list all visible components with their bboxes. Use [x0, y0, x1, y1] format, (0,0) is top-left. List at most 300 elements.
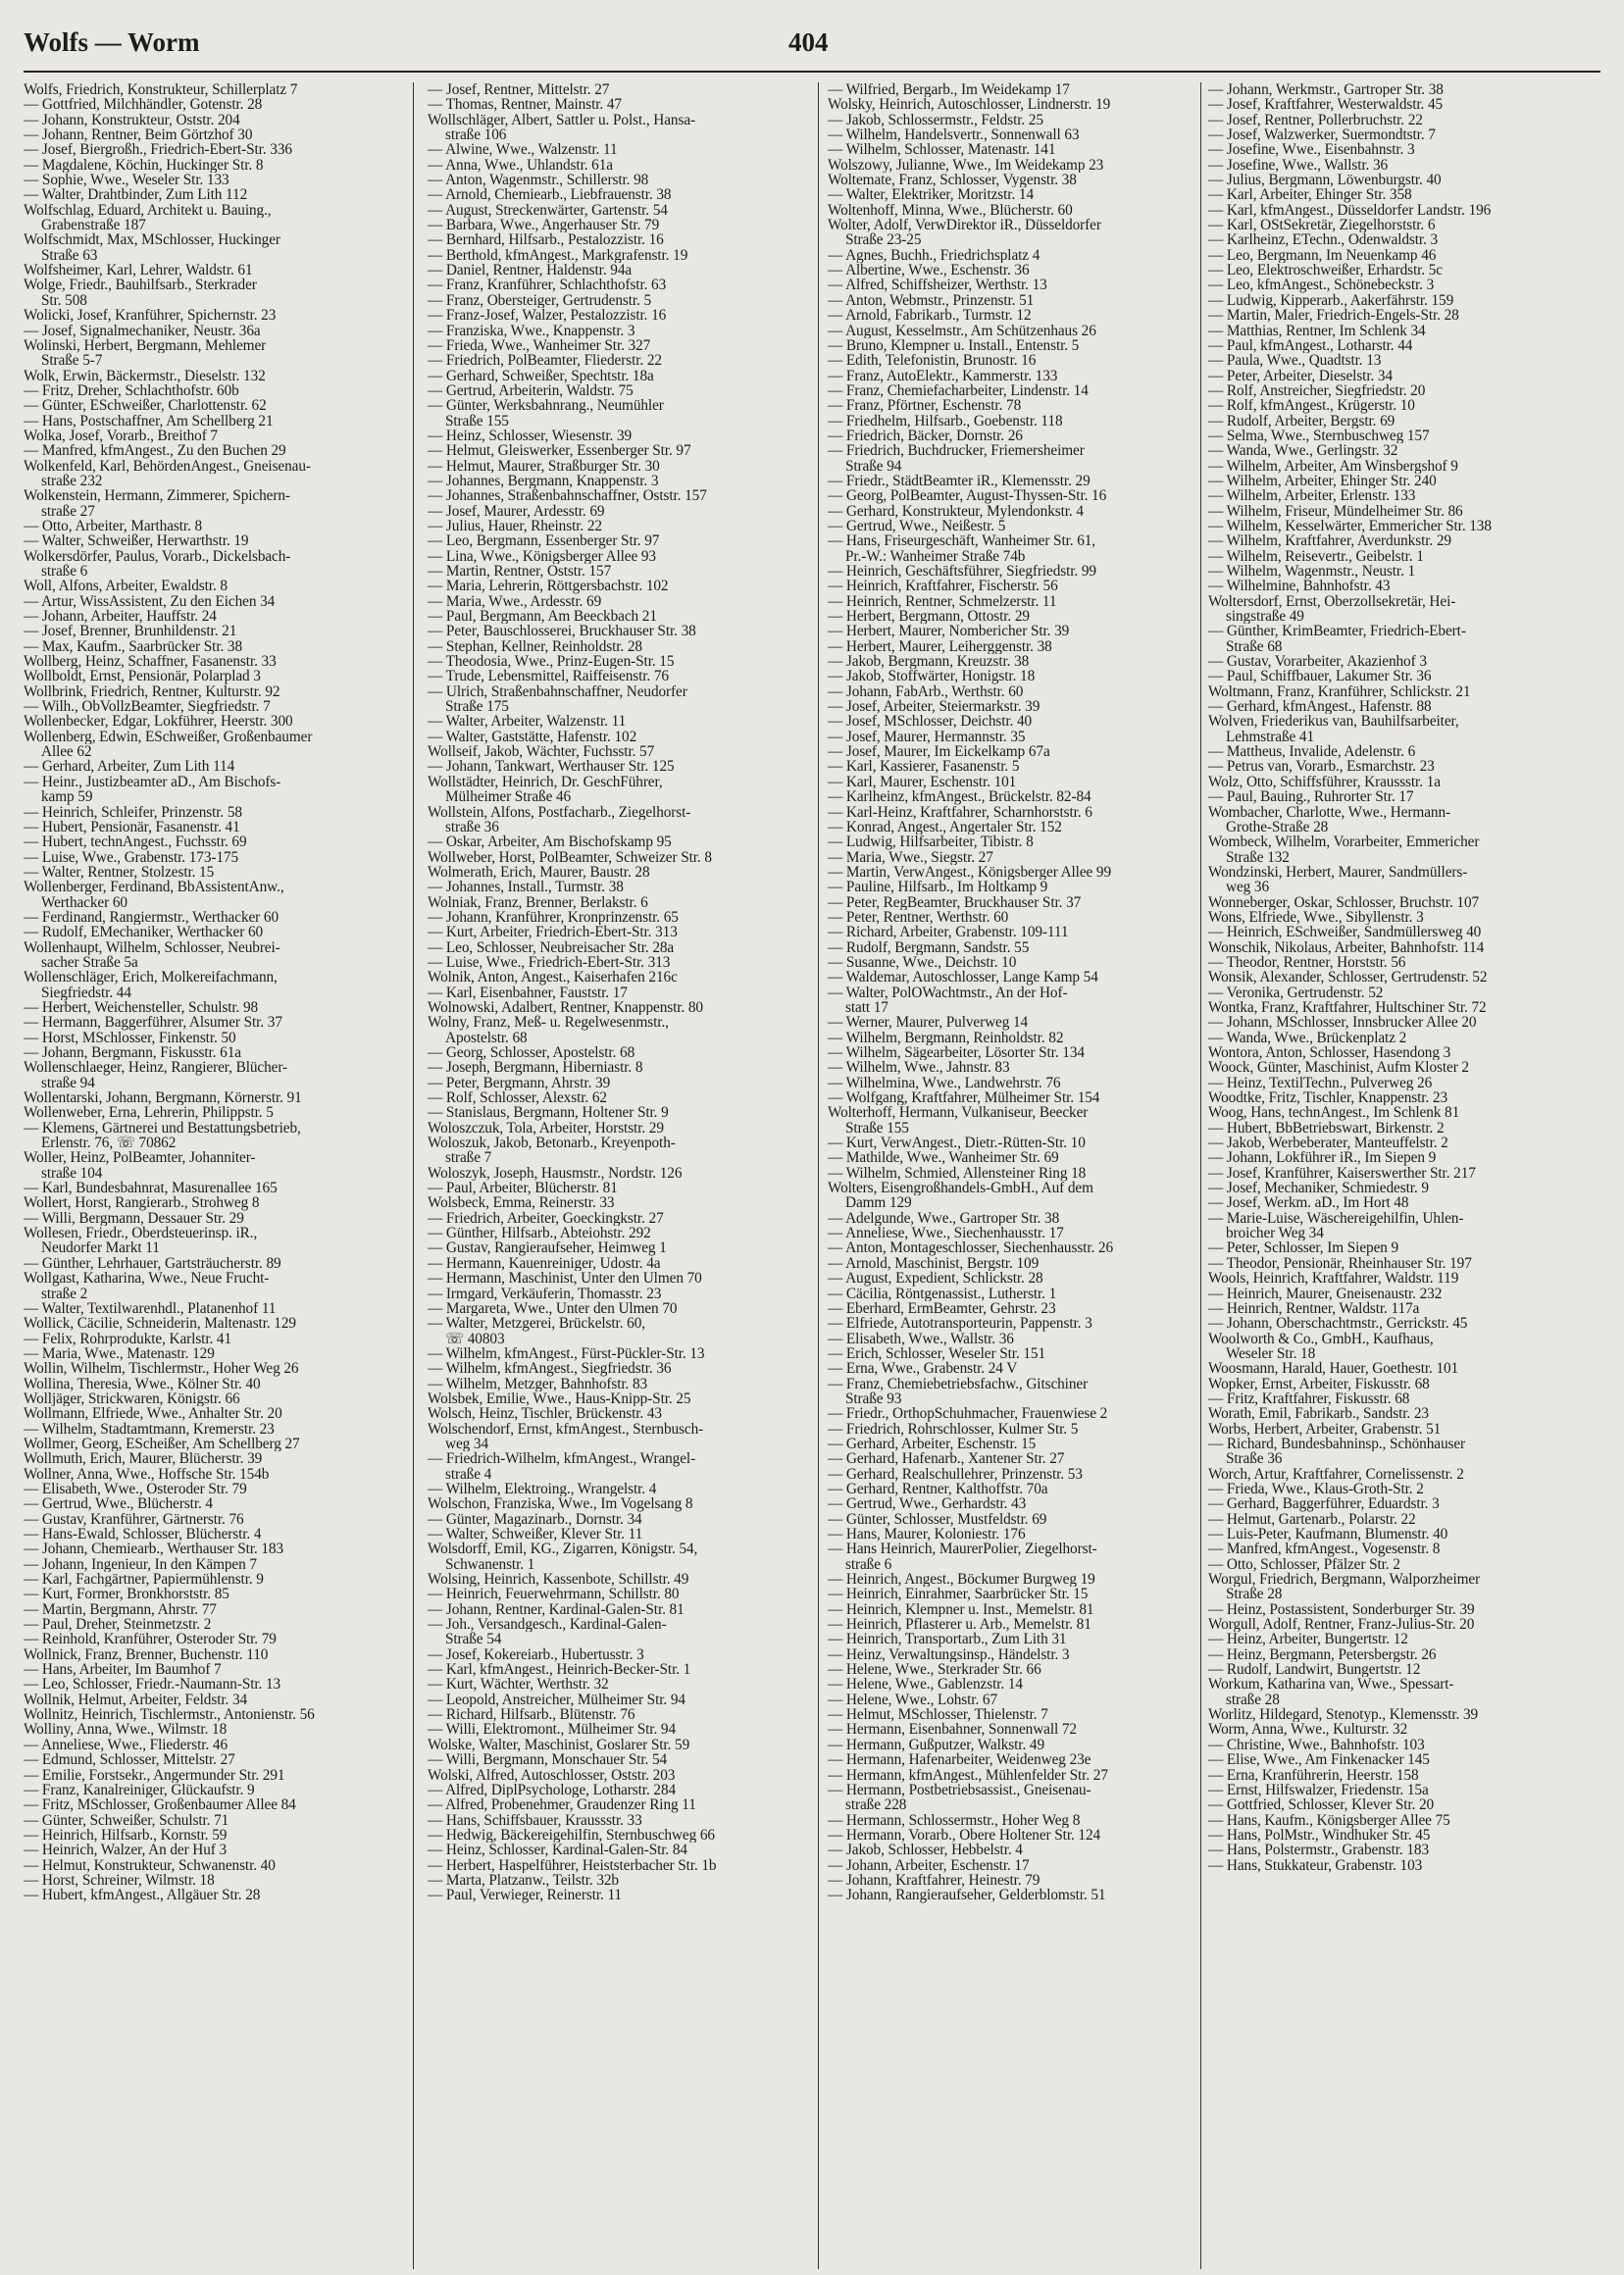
directory-entry: Wollner, Anna, Wwe., Hoffsche Str. 154b — [24, 1466, 270, 1482]
directory-entry: — Klemens, Gärtnerei und Bestattungsbetrieb, — [24, 1120, 301, 1137]
entry-continuation: straße 2 — [41, 1286, 88, 1301]
directory-entry: — Joseph, Bergmann, Hiberniastr. 8 — [428, 1060, 643, 1076]
directory-entry: — Margareta, Wwe., Unter den Ulmen 70 — [428, 1300, 678, 1317]
entry-continuation: Straße 155 — [445, 413, 509, 429]
directory-entry: — Wilhelm, Bergmann, Reinholdstr. 82 — [828, 1030, 1064, 1045]
directory-entry: Wolterhoff, Hermann, Vulkaniseur, Beecker — [828, 1105, 1089, 1121]
directory-entry: Wolfschlag, Eduard, Architekt u. Bauing., — [24, 202, 272, 219]
directory-entry: — Johann, Werkmstr., Gartroper Str. 38 — [1208, 82, 1444, 98]
directory-entry: — Hermann, kfmAngest., Mühlenfelder Str. 27 — [828, 1767, 1108, 1783]
directory-entry: — Josef, Arbeiter, Steiermarkstr. 39 — [828, 699, 1040, 715]
directory-entry: — Wilhelmina, Wwe., Landwehrstr. 76 — [828, 1075, 1061, 1091]
directory-entry: Woller, Heinz, PolBeamter, Johanniter- — [24, 1150, 256, 1166]
directory-entry: — Hans, PolMstr., Windhuker Str. 45 — [1208, 1827, 1431, 1844]
directory-entry: Worbs, Herbert, Arbeiter, Grabenstr. 51 — [1208, 1421, 1442, 1437]
directory-entry: — Heinrich, Walzer, An der Huf 3 — [24, 1843, 228, 1858]
directory-entry: — Helmut, MSchlosser, Thielenstr. 7 — [828, 1707, 1048, 1723]
directory-entry: — Wilhelm, Kraftfahrer, Averdunkstr. 29 — [1208, 533, 1451, 549]
directory-entry: — Franz, Obersteiger, Gertrudenstr. 5 — [428, 292, 652, 309]
directory-entry: Wolsbeck, Emma, Reinerstr. 33 — [428, 1195, 615, 1211]
directory-entry: — Wilh., ObVollzBeamter, Siegfriedstr. 7 — [24, 699, 271, 715]
directory-entry: — Wilhelm, Arbeiter, Erlenstr. 133 — [1208, 488, 1416, 504]
entry-continuation: straße 228 — [845, 1797, 907, 1813]
directory-entry: — Franz, AutoElektr., Kammerstr. 133 — [828, 368, 1058, 383]
entry-continuation: straße 36 — [445, 819, 499, 835]
directory-entry: Wons, Elfriede, Wwe., Sibyllenstr. 3 — [1208, 909, 1424, 926]
directory-entry: — Bernhard, Hilfsarb., Pestalozzistr. 16 — [428, 232, 664, 248]
directory-entry: Wolniak, Franz, Brenner, Berlakstr. 6 — [428, 894, 648, 910]
directory-entry: — Joh., Versandgesch., Kardinal-Galen- — [428, 1617, 667, 1633]
directory-entry: — Oskar, Arbeiter, Am Bischofskamp 95 — [428, 834, 672, 850]
directory-entry: — Jakob, Schlossermstr., Feldstr. 25 — [828, 112, 1043, 128]
entry-continuation: Straße 155 — [845, 1120, 909, 1137]
directory-entry: — Helmut, Gleiswerker, Essenberger Str. 97 — [428, 443, 691, 459]
directory-entry: Woosmann, Harald, Hauer, Goethestr. 101 — [1208, 1361, 1459, 1377]
directory-entry: — Cäcilia, Röntgenassist., Lutherstr. 1 — [828, 1286, 1057, 1301]
directory-entry: — Hermann, Postbetriebsassist., Gneisenau- — [828, 1782, 1091, 1798]
directory-entry: — Heinrich, Schleifer, Prinzenstr. 58 — [24, 804, 242, 820]
directory-entry: — Johann, MSchlosser, Innsbrucker Allee 20 — [1208, 1015, 1477, 1031]
directory-entry: — Leo, Bergmann, Im Neuenkamp 46 — [1208, 247, 1437, 264]
directory-entry: Wollin, Wilhelm, Tischlermstr., Hoher Weg 26 — [24, 1361, 299, 1377]
directory-entry: Wolsch, Heinz, Tischler, Brückenstr. 43 — [428, 1406, 662, 1422]
directory-entry: — Alfred, Probenehmer, Graudenzer Ring 11 — [428, 1797, 696, 1813]
entry-continuation: straße 27 — [41, 503, 95, 519]
directory-entry: — Otto, Arbeiter, Marthastr. 8 — [24, 518, 203, 534]
directory-entry: — Franz, Chemiefacharbeiter, Lindenstr. 14 — [828, 382, 1089, 399]
directory-entry: — Helene, Wwe., Sterkrader Str. 66 — [828, 1662, 1041, 1678]
directory-entry: Wontka, Franz, Kraftfahrer, Hultschiner Str. 72 — [1208, 999, 1487, 1016]
directory-entry: — Walter, Metzgerei, Brückelstr. 60, — [428, 1316, 645, 1332]
directory-entry: — Richard, Arbeiter, Grabenstr. 109-111 — [828, 925, 1069, 940]
directory-entry: — Josef, Kokereiarb., Hubertusstr. 3 — [428, 1646, 644, 1663]
column-1 — [24, 82, 400, 2269]
directory-entry: Wollenschlaeger, Heinz, Rangierer, Blücher- — [24, 1060, 288, 1076]
directory-entry: — Selma, Wwe., Sternbuschweg 157 — [1208, 428, 1430, 444]
directory-entry: — Reinhold, Kranführer, Osteroder Str. 79 — [24, 1632, 277, 1647]
directory-entry: — Günter, Magazinarb., Dornstr. 34 — [428, 1511, 642, 1527]
entry-continuation: broicher Weg 34 — [1226, 1226, 1324, 1241]
directory-entry: — Leo, Schlosser, Neubreisacher Str. 28a — [428, 939, 675, 955]
directory-entry: — Hermann, Gußputzer, Walkstr. 49 — [828, 1737, 1045, 1753]
directory-entry: Wolicki, Josef, Kranführer, Spichernstr. 23 — [24, 308, 277, 324]
directory-entry: Wollenbecker, Edgar, Lokführer, Heerstr. 300 — [24, 714, 293, 730]
directory-entry: — Irmgard, Verkäuferin, Thomasstr. 23 — [428, 1286, 662, 1301]
directory-entry: Wolkenfeld, Karl, BehördenAngest., Gneisenau- — [24, 458, 311, 474]
directory-entry: — Julius, Bergmann, Löwenburgstr. 40 — [1208, 173, 1442, 188]
directory-entry: — Walter, Elektriker, Moritzstr. 14 — [828, 187, 1034, 203]
directory-entry: Woltersdorf, Ernst, Oberzollsekretär, Hei- — [1208, 593, 1456, 610]
entry-continuation: Schwanenstr. 1 — [445, 1556, 535, 1573]
directory-entry: — Wilhelm, Arbeiter, Am Winsbergshof 9 — [1208, 458, 1458, 474]
directory-entry: — Friedr., StädtBeamter iR., Klemensstr. 29 — [828, 473, 1091, 489]
directory-entry: Wollgast, Katharina, Wwe., Neue Frucht- — [24, 1271, 270, 1287]
directory-entry: — Martin, VerwAngest., Königsberger Allee 99 — [828, 864, 1112, 881]
directory-entry: — Rudolf, Bergmann, Sandstr. 55 — [828, 939, 1030, 955]
directory-entry: — Walter, PolOWachtmstr., An der Hof- — [828, 985, 1068, 1000]
entry-continuation: singstraße 49 — [1226, 609, 1304, 625]
directory-entry: Wolschon, Franziska, Wwe., Im Vogelsang 8 — [428, 1496, 693, 1512]
directory-entry: Wolfschmidt, Max, MSchlosser, Huckinger — [24, 232, 280, 248]
directory-entry: — Herbert, Maurer, Nombericher Str. 39 — [828, 624, 1070, 639]
directory-entry: — Peter, Bauschlosserei, Bruckhauser Str. 38 — [428, 624, 696, 639]
directory-entry: — Gustav, Vorarbeiter, Akazienhof 3 — [1208, 654, 1427, 670]
entry-continuation: weg 36 — [1226, 880, 1270, 895]
directory-entry: — Karlheinz, kfmAngest., Brückelstr. 82-84 — [828, 789, 1091, 805]
column-divider — [818, 82, 819, 2269]
entry-continuation: Allee 62 — [41, 744, 92, 760]
entry-continuation: Grabenstraße 187 — [41, 218, 146, 233]
directory-entry: — Heinz, Postassistent, Sonderburger Str. 39 — [1208, 1601, 1475, 1618]
directory-entry: Wollweber, Horst, PolBeamter, Schweizer Str. 8 — [428, 849, 712, 865]
directory-entry: — Josef, Rentner, Pollerbruchstr. 22 — [1208, 112, 1423, 128]
directory-entry: — Anna, Wwe., Uhlandstr. 61a — [428, 157, 613, 174]
directory-entry: Wolge, Friedr., Bauhilfsarb., Sterkrader — [24, 278, 257, 293]
directory-entry: Wolnowski, Adalbert, Rentner, Knappenstr. 80 — [428, 999, 703, 1016]
directory-entry: — Josef, Biergroßh., Friedrich-Ebert-Str. 336 — [24, 142, 292, 158]
directory-entry: Wollick, Cäcilie, Schneiderin, Maltenastr. 129 — [24, 1316, 296, 1332]
directory-entry: — Karl, OStSekretär, Ziegelhorststr. 6 — [1208, 218, 1436, 233]
directory-entry: — Rolf, Anstreicher, Siegfriedstr. 20 — [1208, 382, 1426, 399]
directory-entry: Wolsbek, Emilie, Wwe., Haus-Knipp-Str. 25 — [428, 1390, 691, 1407]
directory-entry: Wonneberger, Oskar, Schlosser, Bruchstr. 107 — [1208, 894, 1480, 910]
directory-entry: — Franz-Josef, Walzer, Pestalozzistr. 16 — [428, 308, 667, 324]
directory-entry: Wollstein, Alfons, Postfacharb., Ziegelhorst- — [428, 804, 691, 820]
directory-entry: — Josefine, Wwe., Eisenbahnstr. 3 — [1208, 142, 1415, 158]
directory-entry: Wolljäger, Strickwaren, Königstr. 66 — [24, 1390, 240, 1407]
page-range-heading: Wolfs — Worm — [24, 27, 200, 57]
directory-entry: — Heinz, Schlosser, Kardinal-Galen-Str. 84 — [428, 1843, 687, 1858]
entry-continuation: Straße 36 — [1226, 1451, 1283, 1467]
directory-entry: Worlitz, Hildegard, Stenotyp., Klemensstr. 39 — [1208, 1707, 1479, 1723]
directory-entry: Wollentarski, Johann, Bergmann, Körnerstr. 91 — [24, 1090, 302, 1106]
directory-entry: — Gerhard, Realschullehrer, Prinzenstr. 53 — [828, 1466, 1083, 1482]
directory-entry: — Helene, Wwe., Gablenzstr. 14 — [828, 1677, 1023, 1693]
directory-entry: — Johann, Kraftfahrer, Heinestr. 79 — [828, 1872, 1040, 1889]
directory-entry: Wollmuth, Erich, Maurer, Blücherstr. 39 — [24, 1451, 263, 1467]
directory-entry: Wolkenstein, Hermann, Zimmerer, Spichern- — [24, 488, 290, 504]
directory-entry: — Anton, Webmstr., Prinzenstr. 51 — [828, 292, 1035, 309]
directory-entry: — Elfriede, Autotransporteurin, Pappenstr. 3 — [828, 1316, 1092, 1332]
directory-entry: — Wanda, Wwe., Gerlingstr. 32 — [1208, 443, 1398, 459]
directory-entry: — Wilhelm, kfmAngest., Fürst-Pückler-Str. 13 — [428, 1345, 705, 1362]
entry-continuation: straße 104 — [41, 1165, 103, 1182]
directory-entry: — Heinz, Schlosser, Wiesenstr. 39 — [428, 428, 633, 444]
directory-entry: — Josef, Maurer, Im Eickelkamp 67a — [828, 744, 1050, 760]
directory-entry: Wonsik, Alexander, Schlosser, Gertrudenstr. 52 — [1208, 970, 1488, 986]
directory-entry: — Friedrich, Arbeiter, Goeckingkstr. 27 — [428, 1210, 664, 1227]
directory-entry: — Hermann, Schlossermstr., Hoher Weg 8 — [828, 1812, 1081, 1828]
directory-entry: — Hermann, Hafenarbeiter, Weidenweg 23e — [828, 1752, 1091, 1768]
directory-entry: — Anton, Montageschlosser, Siechenhausstr. 26 — [828, 1240, 1114, 1256]
directory-entry: Worch, Artur, Kraftfahrer, Cornelissenstr. 2 — [1208, 1466, 1464, 1482]
directory-entry: — Wilhelm, Stadtamtmann, Kremerstr. 23 — [24, 1421, 275, 1437]
directory-entry: Workum, Katharina van, Wwe., Spessart- — [1208, 1677, 1454, 1693]
directory-entry: — Karl, Arbeiter, Ehinger Str. 358 — [1208, 187, 1412, 203]
directory-entry: — Arnold, Chemiearb., Liebfrauenstr. 38 — [428, 187, 672, 203]
directory-entry: — Peter, Arbeiter, Dieselstr. 34 — [1208, 368, 1394, 383]
directory-entry: — Alfred, Schiffsheizer, Werthstr. 13 — [828, 278, 1047, 293]
entry-continuation: Straße 28 — [1226, 1587, 1283, 1602]
directory-entry: — Heinrich, Pflasterer u. Arb., Memelstr. 81 — [828, 1617, 1091, 1633]
directory-entry: — Günther, Lehrhauer, Gartsträucherstr. 89 — [24, 1255, 281, 1272]
directory-entry: Worgull, Adolf, Rentner, Franz-Julius-Str. 20 — [1208, 1617, 1475, 1633]
directory-entry: — Marie-Luise, Wäschereigehilfin, Uhlen- — [1208, 1210, 1464, 1227]
directory-entry: — Heinrich, Kraftfahrer, Fischerstr. 56 — [828, 579, 1058, 594]
directory-entry: — Heinz, Verwaltungsinsp., Händelstr. 3 — [828, 1646, 1070, 1663]
directory-entry: Wolny, Franz, Meß- u. Regelwesenmstr., — [428, 1015, 669, 1031]
directory-entry: — Elisabeth, Wwe., Wallstr. 36 — [828, 1331, 1014, 1346]
directory-entry: — Günter, ESchweißer, Charlottenstr. 62 — [24, 398, 267, 414]
directory-entry: — Günter, Werksbahnrang., Neumühler — [428, 398, 664, 414]
directory-entry: — Josef, Maurer, Ardesstr. 69 — [428, 503, 605, 519]
directory-entry: — Friedrich, Buchdrucker, Friemersheimer — [828, 443, 1085, 459]
directory-entry: Wolliny, Anna, Wwe., Wilmstr. 18 — [24, 1722, 228, 1738]
directory-entry: — Hans Heinrich, MaurerPolier, Ziegelhorst- — [828, 1542, 1097, 1557]
directory-entry: — Franz, Pförtner, Eschenstr. 78 — [828, 398, 1022, 414]
directory-entry: — Paul, Bauing., Ruhrorter Str. 17 — [1208, 789, 1414, 805]
directory-entry: — Rolf, Schlosser, Alexstr. 62 — [428, 1090, 607, 1106]
directory-entry: — Hermann, Vorarb., Obere Holtener Str. 124 — [828, 1827, 1101, 1844]
directory-entry: — Elise, Wwe., Am Finkenacker 145 — [1208, 1752, 1430, 1768]
directory-entry: — Wilhelm, Wwe., Jahnstr. 83 — [828, 1060, 1010, 1076]
directory-entry: Wolz, Otto, Schiffsführer, Kraussstr. 1a — [1208, 774, 1441, 790]
directory-entry: — Ludwig, Hilfsarbeiter, Tibistr. 8 — [828, 834, 1034, 850]
directory-entry: — Maria, Lehrerin, Röttgersbachstr. 102 — [428, 579, 669, 594]
column-divider — [1200, 82, 1201, 2269]
directory-entry: — Jakob, Werbeberater, Manteuffelstr. 2 — [1208, 1136, 1448, 1151]
directory-entry: — Karl, kfmAngest., Düsseldorfer Landstr. 196 — [1208, 202, 1492, 219]
entry-continuation: Straße 23-25 — [845, 232, 922, 248]
directory-entry: — August, Kesselmstr., Am Schützenhaus 26 — [828, 323, 1096, 338]
directory-entry: — Arnold, Maschinist, Bergstr. 109 — [828, 1255, 1040, 1272]
directory-entry: — Erich, Schlosser, Weseler Str. 151 — [828, 1345, 1045, 1362]
directory-entry: — Karlheinz, ETechn., Odenwaldstr. 3 — [1208, 232, 1439, 248]
directory-entry: — Walter, Rentner, Stolzestr. 15 — [24, 864, 215, 881]
directory-entry: — Rudolf, EMechaniker, Werthacker 60 — [24, 925, 264, 940]
directory-entry: — Heinz, Arbeiter, Bungertstr. 12 — [1208, 1632, 1408, 1647]
directory-entry: Wolfs, Friedrich, Konstrukteur, Schillerplatz 7 — [24, 82, 298, 98]
directory-entry: — Johann, FabArb., Werthstr. 60 — [828, 683, 1024, 700]
directory-entry: — Heinrich, ESchweißer, Sandmüllersweg 40 — [1208, 925, 1482, 940]
directory-entry: — Susanne, Wwe., Deichstr. 10 — [828, 954, 1017, 971]
directory-entry: — Josef, Brenner, Brunhildenstr. 21 — [24, 624, 237, 639]
directory-entry: — Georg, Schlosser, Apostelstr. 68 — [428, 1045, 635, 1061]
directory-entry: — Hermann, Kauenreiniger, Udostr. 4a — [428, 1255, 661, 1272]
directory-entry: — Christine, Wwe., Bahnhofstr. 103 — [1208, 1737, 1425, 1753]
directory-entry: — Karl, Eisenbahner, Fauststr. 17 — [428, 985, 628, 1000]
directory-entry: — Barbara, Wwe., Angerhauser Str. 79 — [428, 218, 660, 233]
directory-entry: — Johann, Rentner, Kardinal-Galen-Str. 81 — [428, 1601, 685, 1618]
directory-entry: — Erna, Wwe., Grabenstr. 24 V — [828, 1361, 1018, 1377]
directory-entry: — Gertrud, Wwe., Gerhardstr. 43 — [828, 1496, 1027, 1512]
directory-entry: — Edmund, Schlosser, Mittelstr. 27 — [24, 1752, 235, 1768]
directory-entry: — Daniel, Rentner, Haldenstr. 94a — [428, 263, 633, 278]
directory-entry: Woloszyk, Joseph, Hausmstr., Nordstr. 126 — [428, 1165, 683, 1182]
directory-entry: Wombacher, Charlotte, Wwe., Hermann- — [1208, 804, 1451, 820]
directory-entry: — Maria, Wwe., Ardesstr. 69 — [428, 593, 602, 610]
directory-entry: — Heinrich, Rentner, Schmelzerstr. 11 — [828, 593, 1057, 610]
entry-continuation: straße 106 — [445, 127, 507, 143]
directory-entry: Worm, Anna, Wwe., Kulturstr. 32 — [1208, 1722, 1408, 1738]
directory-entry: — Hermann, Baggerführer, Alsumer Str. 37 — [24, 1015, 282, 1031]
directory-entry: — Fritz, Kraftfahrer, Fiskusstr. 68 — [1208, 1390, 1410, 1407]
directory-entry: — Johann, Chemiearb., Werthauser Str. 183 — [24, 1542, 284, 1557]
directory-entry: — Friedrich-Wilhelm, kfmAngest., Wrangel- — [428, 1451, 696, 1467]
directory-entry: — Heinrich, Maurer, Gneisenaustr. 232 — [1208, 1286, 1443, 1301]
directory-entry: — Johannes, Straßenbahnschaffner, Oststr. 157 — [428, 488, 707, 504]
directory-entry: — Gottfried, Milchhändler, Gotenstr. 28 — [24, 97, 263, 113]
directory-entry: — Hedwig, Bäckereigehilfin, Sternbuschweg 66 — [428, 1827, 715, 1844]
directory-entry: — Heinrich, Rentner, Waldstr. 117a — [1208, 1300, 1420, 1317]
directory-entry: Wollschläger, Albert, Sattler u. Polst., Hansa- — [428, 112, 695, 128]
directory-entry: — Hans, Schiffsbauer, Kraussstr. 33 — [428, 1812, 642, 1828]
directory-entry: — Günter, Schweißer, Schulstr. 71 — [24, 1812, 229, 1828]
directory-entry: — Maria, Wwe., Siegstr. 27 — [828, 849, 993, 865]
directory-entry: — Kurt, Former, Bronkhorststr. 85 — [24, 1587, 229, 1602]
directory-entry: — August, Streckenwärter, Gartenstr. 54 — [428, 202, 668, 219]
directory-entry: — Johannes, Install., Turmstr. 38 — [428, 880, 624, 895]
directory-entry: Wondzinski, Herbert, Maurer, Sandmüllers- — [1208, 864, 1468, 881]
directory-entry: — Wilhelm, Handelsvertr., Sonnenwall 63 — [828, 127, 1080, 143]
directory-entry: Wopker, Ernst, Arbeiter, Fiskusstr. 68 — [1208, 1376, 1430, 1391]
directory-entry: — Hermann, Eisenbahner, Sonnenwall 72 — [828, 1722, 1077, 1738]
entry-continuation: Straße 93 — [845, 1390, 902, 1407]
entry-continuation: Straße 68 — [1226, 638, 1283, 655]
directory-entry: — Magdalene, Köchin, Huckinger Str. 8 — [24, 157, 264, 174]
directory-entry: Wolter, Adolf, VerwDirektor iR., Düsseldorfer — [828, 218, 1101, 233]
directory-entry: — Karl, Bundesbahnrat, Masurenallee 165 — [24, 1181, 278, 1196]
directory-entry: — Felix, Rohrproduktе, Karlstr. 41 — [24, 1331, 232, 1346]
directory-entry: — Günter, Schlosser, Mustfeldstr. 69 — [828, 1511, 1047, 1527]
directory-entry: — Paul, Verwieger, Reinerstr. 11 — [428, 1888, 622, 1903]
directory-entry: — Franz, Kranführer, Schlachthofstr. 63 — [428, 278, 667, 293]
directory-entry: — Konrad, Angest., Angertaler Str. 152 — [828, 819, 1062, 835]
directory-entry: — Gottfried, Schlosser, Klever Str. 20 — [1208, 1797, 1435, 1813]
directory-entry: — Edith, Telefonistin, Brunostr. 16 — [828, 353, 1037, 369]
directory-entry: — Wilhelm, Elektroing., Wrangelstr. 4 — [428, 1481, 657, 1497]
directory-entry: — Elisabeth, Wwe., Osteroder Str. 79 — [24, 1481, 247, 1497]
entry-continuation: straße 4 — [445, 1466, 492, 1482]
directory-entry: — Hubert, kfmAngest., Allgäuer Str. 28 — [24, 1888, 261, 1903]
directory-entry: Wolkersdörfer, Paulus, Vorarb., Dickelsbach- — [24, 548, 291, 564]
directory-entry: Wollboldt, Ernst, Pensionär, Polarplad 3 — [24, 669, 261, 684]
directory-entry: — Anneliese, Wwe., Siechenhausstr. 17 — [828, 1226, 1064, 1241]
entry-continuation: Siegfriedstr. 44 — [41, 985, 131, 1000]
entry-continuation: Str. 508 — [41, 292, 87, 309]
directory-entry: — Karl-Heinz, Kraftfahrer, Scharnhorststr. 6 — [828, 804, 1092, 820]
directory-entry: — Matthias, Rentner, Im Schlenk 34 — [1208, 323, 1426, 338]
directory-entry: Wollenschläger, Erich, Molkereifachmann, — [24, 970, 278, 986]
directory-entry: — Paul, Dreher, Steinmetzstr. 2 — [24, 1617, 212, 1633]
column-3 — [828, 82, 1216, 2269]
directory-entry: — Friedhelm, Hilfsarb., Goebenstr. 118 — [828, 413, 1063, 429]
directory-entry: — Heinrich, Einrahmer, Saarbrücker Str. 15 — [828, 1587, 1089, 1602]
entry-continuation: weg 34 — [445, 1436, 489, 1452]
directory-entry: — Friedrich, Bäcker, Dornstr. 26 — [828, 428, 1023, 444]
directory-entry: — Josef, Rentner, Mittelstr. 27 — [428, 82, 610, 98]
directory-entry: — Lina, Wwe., Königsberger Allee 93 — [428, 548, 656, 564]
directory-entry: Wolsing, Heinrich, Kassenbote, Schillstr. 49 — [428, 1572, 689, 1588]
directory-entry: — Maria, Wwe., Matenastr. 129 — [24, 1345, 215, 1362]
directory-entry: — Heinz, Bergmann, Petersbergstr. 26 — [1208, 1646, 1437, 1663]
directory-entry: — Hans, Maurer, Koloniestr. 176 — [828, 1527, 1026, 1542]
directory-entry: Wollberg, Heinz, Schaffner, Fasanenstr. 33 — [24, 654, 277, 670]
directory-entry: — Wilhelm, Schlosser, Matenastr. 141 — [828, 142, 1056, 158]
directory-entry: — Gerhard, Hafenarb., Xantener Str. 27 — [828, 1451, 1065, 1467]
directory-entry: Wolters, Eisengroßhandels-GmbH., Auf dem — [828, 1181, 1093, 1196]
directory-entry: — Johann, Tankwart, Werthauser Str. 125 — [428, 759, 675, 775]
directory-entry: — Heinrich, Klempner u. Inst., Memelstr. 81 — [828, 1601, 1094, 1618]
entry-continuation: Straße 5-7 — [41, 353, 103, 369]
directory-entry: — August, Expedient, Schlickstr. 28 — [828, 1271, 1043, 1287]
directory-entry: — Paula, Wwe., Quadtstr. 13 — [1208, 353, 1382, 369]
directory-entry: — Gustav, Rangieraufseher, Heimweg 1 — [428, 1240, 667, 1256]
directory-entry: — Berthold, kfmAngest., Markgrafenstr. 19 — [428, 247, 688, 264]
directory-entry: — Friedr., OrthopSchuhmacher, Frauenwiese 2 — [828, 1406, 1108, 1422]
directory-entry: — Gerhard, Arbeiter, Eschenstr. 15 — [828, 1436, 1037, 1452]
directory-entry: — Johann, Konstrukteur, Oststr. 204 — [24, 112, 240, 128]
directory-entry: Wolinski, Herbert, Bergmann, Mehlemer — [24, 337, 267, 354]
directory-entry: — Gerhard, Schweißer, Spechtstr. 18a — [428, 368, 654, 383]
entry-continuation: statt 17 — [845, 999, 888, 1016]
directory-entry: — Gerhard, Arbeiter, Zum Lith 114 — [24, 759, 235, 775]
entry-continuation: Weseler Str. 18 — [1226, 1345, 1316, 1362]
directory-entry: — Peter, Schlosser, Im Siepen 9 — [1208, 1240, 1399, 1256]
page-number: 404 — [788, 27, 829, 57]
directory-entry: — Gertrud, Wwe., Blücherstr. 4 — [24, 1496, 213, 1512]
directory-entry: — Willi, Bergmann, Dessauer Str. 29 — [24, 1210, 244, 1227]
directory-entry: — Ferdinand, Rangiermstr., Werthacker 60 — [24, 909, 279, 926]
directory-entry: Worgul, Friedrich, Bergmann, Walporzheimer — [1208, 1572, 1481, 1588]
directory-entry: — Josefine, Wwe., Wallstr. 36 — [1208, 157, 1389, 174]
directory-entry: Wolschendorf, Ernst, kfmAngest., Sternbusch- — [428, 1421, 704, 1437]
directory-entry: — Erna, Kranführerin, Heerstr. 158 — [1208, 1767, 1419, 1783]
page-header — [24, 27, 1600, 73]
directory-columns — [24, 82, 1600, 2269]
directory-entry: Woloszuk, Jakob, Betonarb., Kreyenpoth- — [428, 1136, 676, 1151]
directory-entry: — Georg, PolBeamter, August-Thyssen-Str. 16 — [828, 488, 1107, 504]
directory-entry: — Wilhelm, Sägearbeiter, Lösorter Str. 134 — [828, 1045, 1085, 1061]
directory-entry: — Wilhelm, Metzger, Bahnhofstr. 83 — [428, 1376, 648, 1391]
entry-continuation: Grothe-Straße 28 — [1226, 819, 1329, 835]
directory-entry: — Johann, Arbeiter, Hauffstr. 24 — [24, 609, 217, 625]
directory-entry: — Johann, Rangieraufseher, Gelderblomstr. 51 — [828, 1888, 1106, 1903]
directory-entry: — Petrus van, Vorarb., Esmarchstr. 23 — [1208, 759, 1435, 775]
entry-continuation: straße 6 — [845, 1556, 892, 1573]
directory-entry: — Theodor, Rentner, Horststr. 56 — [1208, 954, 1406, 971]
directory-entry: Wolsdorff, Emil, KG., Zigarren, Königstr. 54, — [428, 1542, 698, 1557]
directory-entry: — Werner, Maurer, Pulverweg 14 — [828, 1015, 1029, 1031]
directory-entry: Wolka, Josef, Vorarb., Breithof 7 — [24, 428, 218, 444]
directory-entry: Wolfsheimer, Karl, Lehrer, Waldstr. 61 — [24, 263, 253, 278]
directory-entry: — Hans, Kaufm., Königsberger Allee 75 — [1208, 1812, 1450, 1828]
directory-entry: Worath, Emil, Fabrikarb., Sandstr. 23 — [1208, 1406, 1429, 1422]
directory-entry: — Gertrud, Arbeiterin, Waldstr. 75 — [428, 382, 634, 399]
directory-entry: Wollenweber, Erna, Lehrerin, Philippstr. 5 — [24, 1105, 274, 1121]
directory-entry: Wollmer, Georg, EScheißer, Am Schellberg 27 — [24, 1436, 300, 1452]
directory-entry: Wonschik, Nikolaus, Arbeiter, Bahnhofstr. 114 — [1208, 939, 1485, 955]
entry-continuation: straße 232 — [41, 473, 103, 489]
directory-entry: — Wolfgang, Kraftfahrer, Mülheimer Str. 154 — [828, 1090, 1100, 1106]
directory-entry: — Mattheus, Invalide, Adelenstr. 6 — [1208, 744, 1416, 760]
directory-entry: — Peter, Bergmann, Ahrstr. 39 — [428, 1075, 611, 1091]
directory-entry: — Johann, Rentner, Beim Görtzhof 30 — [24, 127, 253, 143]
directory-entry: — Manfred, kfmAngest., Vogesenstr. 8 — [1208, 1542, 1441, 1557]
directory-entry: — Heinrich, Transportarb., Zum Lith 31 — [828, 1632, 1067, 1647]
directory-entry: Wolk, Erwin, Bäckermstr., Dieselstr. 132 — [24, 368, 266, 383]
directory-entry: — Josef, Signalmechaniker, Neustr. 36a — [24, 323, 261, 338]
